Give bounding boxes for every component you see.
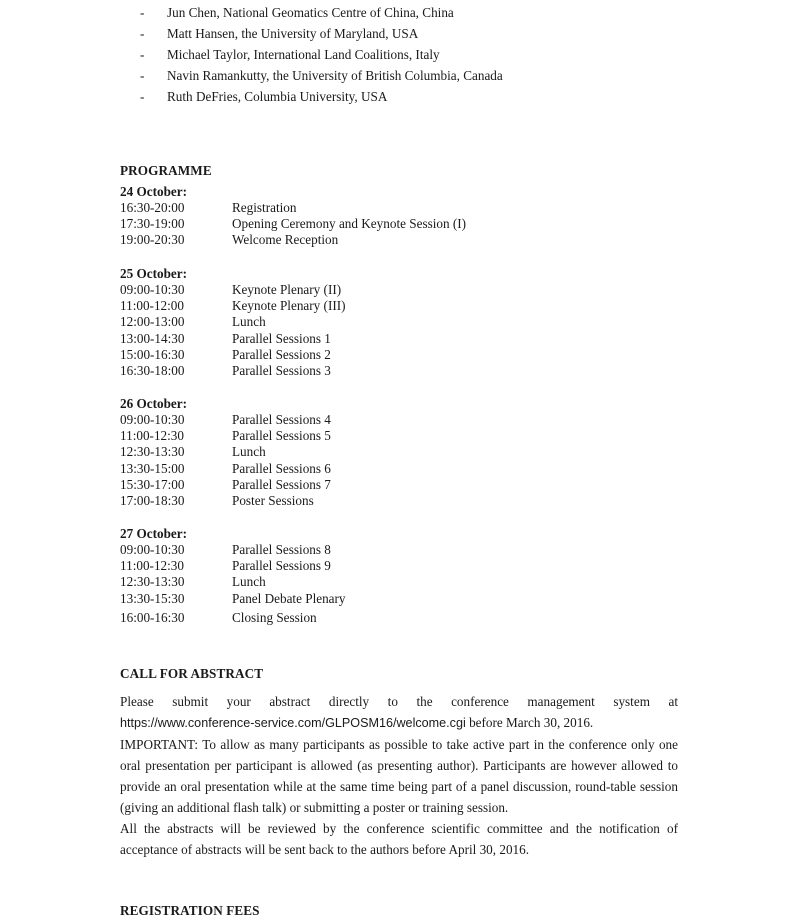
committee-member: Jun Chen, National Geomatics Centre of China, China xyxy=(167,5,454,20)
session-event: Parallel Sessions 4 xyxy=(232,412,331,427)
programme-day xyxy=(120,184,466,249)
schedule-row xyxy=(120,216,466,232)
session-time: 12:30-13:30 xyxy=(120,444,185,460)
session-time: 15:30-17:00 xyxy=(120,476,185,492)
session-event: Parallel Sessions 6 xyxy=(232,460,331,476)
day-title: 27 October: xyxy=(120,526,188,541)
programme-day xyxy=(120,266,346,379)
session-time: 09:00-10:30 xyxy=(120,542,185,557)
schedule-row xyxy=(120,493,331,509)
schedule-row xyxy=(120,331,346,347)
session-time: 11:00-12:00 xyxy=(120,298,184,314)
session-time: 17:30-19:00 xyxy=(120,216,185,232)
committee-list xyxy=(140,2,503,107)
list-item xyxy=(140,2,503,23)
session-time: 12:00-13:00 xyxy=(120,314,185,330)
session-time: 13:00-14:30 xyxy=(120,330,185,346)
committee-member: Navin Ramankutty, the University of British Columbia, Canada xyxy=(167,68,503,83)
schedule-row xyxy=(120,444,331,460)
session-time: 12:30-13:30 xyxy=(120,574,185,590)
session-event: Lunch xyxy=(232,574,266,590)
session-time: 16:00-16:30 xyxy=(120,609,185,625)
schedule-row xyxy=(120,347,346,363)
session-event: Panel Debate Plenary xyxy=(232,590,346,606)
session-time: 09:00-10:30 xyxy=(120,282,185,297)
session-time: 11:00-12:30 xyxy=(120,558,184,574)
schedule-row xyxy=(120,477,331,493)
submission-link[interactable]: https://www.conference-service.com/GLPOSM16/welcome.cgi xyxy=(120,716,466,730)
session-time: 17:00-18:30 xyxy=(120,492,185,508)
list-item xyxy=(140,44,503,65)
schedule-row xyxy=(120,542,346,558)
abstract-intro: Please submit your abstract directly to the conference management system at xyxy=(120,694,678,709)
committee-member: Michael Taylor, International Land Coalitions, Italy xyxy=(167,47,440,62)
schedule-row xyxy=(120,282,346,298)
schedule-row xyxy=(120,412,331,428)
schedule-row xyxy=(120,558,346,574)
submission-deadline: before March 30, 2016. xyxy=(465,715,594,730)
session-time: 19:00-20:30 xyxy=(120,232,185,248)
session-event: Parallel Sessions 1 xyxy=(232,330,331,346)
session-time: 16:30-18:00 xyxy=(120,362,185,378)
session-event: Registration xyxy=(232,200,297,215)
session-event: Parallel Sessions 5 xyxy=(232,428,331,444)
session-time: 13:30-15:30 xyxy=(120,590,185,606)
schedule-row xyxy=(120,363,346,379)
committee-member: Matt Hansen, the University of Maryland, USA xyxy=(167,26,419,41)
session-event: Opening Ceremony and Keynote Session (I) xyxy=(232,216,467,232)
session-time: 09:00-10:30 xyxy=(120,412,185,427)
session-event: Parallel Sessions 8 xyxy=(232,542,331,557)
bullet-dash: - xyxy=(140,89,145,104)
session-event: Keynote Plenary (II) xyxy=(232,282,342,297)
registration-fees-heading: REGISTRATION FEES xyxy=(120,903,260,918)
programme-day xyxy=(120,396,331,509)
session-event: Parallel Sessions 9 xyxy=(232,558,331,574)
day-title: 26 October: xyxy=(120,396,188,411)
session-time: 16:30-20:00 xyxy=(120,200,185,215)
day-title: 25 October: xyxy=(120,266,188,281)
schedule-row xyxy=(120,461,331,477)
abstract-text xyxy=(120,691,678,860)
session-event: Lunch xyxy=(232,314,266,330)
abstract-submission xyxy=(120,712,678,734)
bullet-dash: - xyxy=(140,5,145,20)
bullet-dash: - xyxy=(140,47,145,62)
list-item xyxy=(140,86,503,107)
list-item xyxy=(140,23,503,44)
committee-member: Ruth DeFries, Columbia University, USA xyxy=(167,89,388,104)
programme-heading: PROGRAMME xyxy=(120,163,212,178)
schedule-row xyxy=(120,314,346,330)
schedule-row xyxy=(120,232,466,248)
call-for-abstract-heading: CALL FOR ABSTRACT xyxy=(120,666,264,681)
schedule-row xyxy=(120,200,466,216)
schedule-row xyxy=(120,428,331,444)
session-event: Parallel Sessions 7 xyxy=(232,476,331,492)
schedule-row xyxy=(120,591,346,607)
schedule-row xyxy=(120,574,346,590)
session-time: 15:00-16:30 xyxy=(120,346,185,362)
important-note: IMPORTANT: To allow as many participants as possible to take active part in the conference only one oral presentation per participant is allowed (as presenting author). Participants are however allowed to provide an oral presentation while at the same time being part of a panel discussion, round-table session (giving an additional flash talk) or submitting a poster or training session. xyxy=(120,737,678,815)
session-event: Welcome Reception xyxy=(232,232,339,248)
programme-day xyxy=(120,526,346,626)
bullet-dash: - xyxy=(140,68,145,83)
schedule-row xyxy=(120,298,346,314)
schedule-row xyxy=(120,610,346,626)
review-note: All the abstracts will be reviewed by the conference scientific committee and the notification of acceptance of abstracts will be sent back to the authors before April 30, 2016. xyxy=(120,821,678,857)
session-time: 11:00-12:30 xyxy=(120,428,184,444)
bullet-dash: - xyxy=(140,26,145,41)
session-event: Parallel Sessions 3 xyxy=(232,362,331,378)
session-event: Keynote Plenary (III) xyxy=(232,298,346,314)
day-title: 24 October: xyxy=(120,184,188,199)
session-event: Closing Session xyxy=(232,609,317,625)
session-time: 13:30-15:00 xyxy=(120,460,185,476)
session-event: Poster Sessions xyxy=(232,492,314,508)
list-item xyxy=(140,65,503,86)
session-event: Parallel Sessions 2 xyxy=(232,346,331,362)
session-event: Lunch xyxy=(232,444,266,460)
